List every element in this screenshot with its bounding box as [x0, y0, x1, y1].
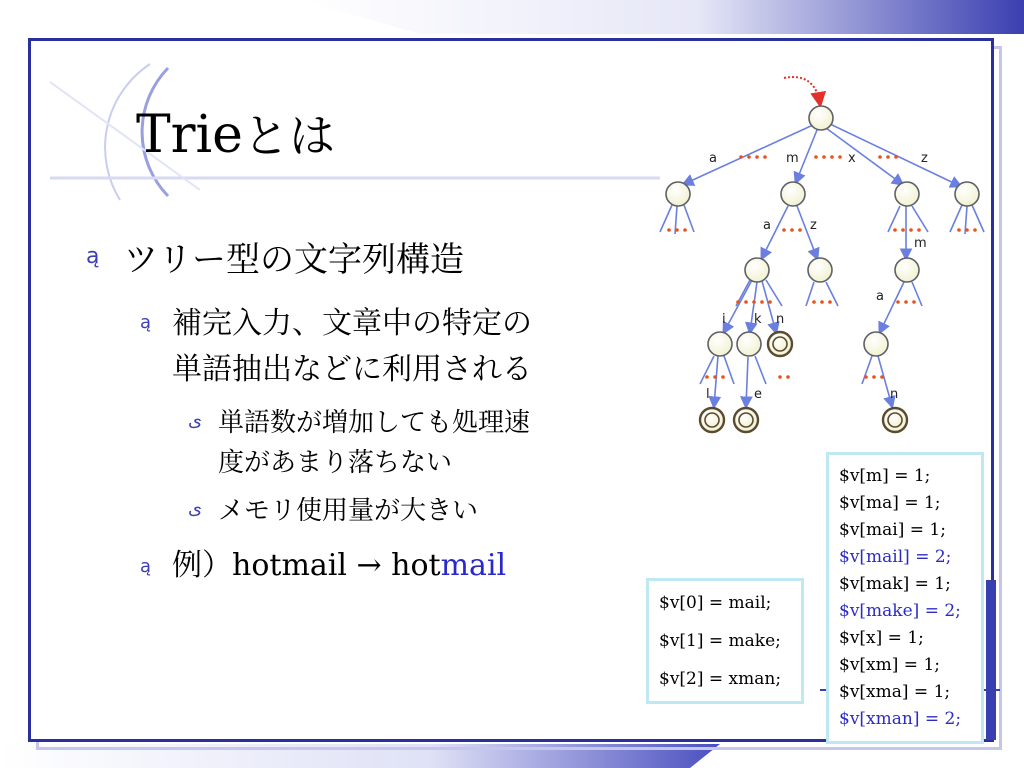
edge-label-e: e: [754, 387, 762, 402]
trie-node-mai: [708, 332, 732, 356]
prefix-count-line: $v[mai] = 1;: [839, 520, 946, 540]
trie-node-mz: [808, 258, 832, 282]
edge-label-mz: z: [810, 218, 817, 233]
bullet-marker-l3a: ى: [188, 410, 203, 431]
index-array-box: [646, 578, 804, 704]
edge-label-a: a: [709, 151, 717, 166]
bullet-marker-l2a: ą: [140, 312, 152, 333]
bullet-tree-structure: ツリー型の文字列構造: [124, 240, 464, 280]
trie-node-ma: [745, 258, 769, 282]
prefix-count-line: $v[mak] = 1;: [839, 574, 951, 594]
example-highlight: mail: [440, 548, 507, 583]
edge-label-n2: n: [890, 387, 899, 402]
trie-node-x: [895, 182, 919, 206]
root-pointer-arrow: [784, 77, 820, 104]
title-latin: Trie: [136, 105, 243, 165]
prefix-count-line: $v[xm] = 1;: [839, 655, 940, 675]
example-text: hotmail → hot: [232, 548, 441, 583]
edge-label-xm: m: [914, 236, 927, 251]
edge-label-n: n: [776, 312, 785, 327]
bullet-usage-line1: 補完入力、文章中の特定の: [172, 306, 532, 341]
bullet-marker-l1: ą: [86, 244, 100, 269]
trie-nodes: [666, 106, 979, 356]
trie-node-mak: [737, 332, 761, 356]
prefix-count-box: [826, 452, 984, 744]
edge-label-ma: a: [763, 218, 771, 233]
trie-node-a: [666, 182, 690, 206]
prefix-count-line: $v[ma] = 1;: [839, 493, 941, 513]
bullet-marker-l3b: ى: [188, 498, 203, 519]
edge-label-i: i: [722, 312, 726, 327]
edge-label-xma: a: [876, 289, 884, 304]
bullet-usage-line2: 単語抽出などに利用される: [172, 352, 532, 387]
title-japanese: とは: [242, 109, 335, 163]
trie-node-m: [781, 182, 805, 206]
trie-node-z: [955, 182, 979, 206]
bullet-marker-l2b: ą: [140, 556, 152, 577]
index-line: $v[0] = mail;: [659, 593, 772, 613]
trie-node-xm: [895, 258, 919, 282]
edge-label-l: l: [706, 387, 710, 402]
prefix-count-line: $v[xma] = 1;: [839, 682, 951, 702]
bullet-speed-line1: 単語数が増加しても処理速: [218, 408, 531, 438]
bullet-speed-line2: 度があまり落ちない: [218, 448, 453, 478]
prefix-count-line: $v[x] = 1;: [839, 628, 924, 648]
example-prefix: 例）: [172, 548, 232, 583]
trie-node-xma: [864, 332, 888, 356]
edge-label-z: z: [921, 151, 928, 166]
index-line: $v[1] = make;: [659, 631, 781, 651]
prefix-count-line: $v[m] = 1;: [839, 466, 931, 486]
edge-label-m: m: [786, 151, 799, 166]
edge-label-k: k: [754, 312, 762, 327]
prefix-count-line: $v[make] = 2;: [839, 601, 961, 621]
index-line: $v[2] = xman;: [659, 669, 782, 689]
trie-node-root: [809, 106, 833, 130]
prefix-count-line: $v[mail] = 2;: [839, 547, 952, 567]
prefix-count-line: $v[xman] = 2;: [839, 709, 962, 729]
bullet-memory: メモリ使用量が大きい: [218, 496, 479, 526]
edge-label-x: x: [848, 151, 856, 166]
